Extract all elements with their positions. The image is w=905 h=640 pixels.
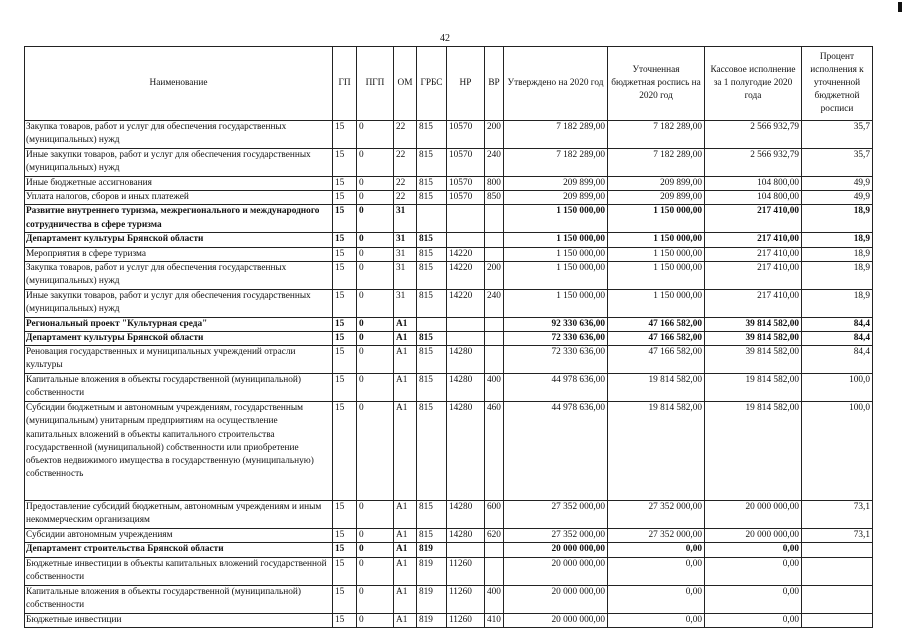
cell-pgp: 0 [357,317,394,331]
cell-np: 14220 [447,261,485,289]
cell-cash: 217 410,00 [705,261,802,289]
cell-cash: 19 814 582,00 [705,374,802,402]
cell-vr: 200 [485,121,504,149]
cell-pgp: 0 [357,205,394,233]
cell-pgp: 0 [357,529,394,543]
cell-refined: 27 352 000,00 [608,529,705,543]
cell-gp: 15 [333,374,357,402]
cell-grbs: 815 [417,332,447,346]
cell-vr: 240 [485,149,504,177]
cell-om: A1 [394,543,417,557]
cell-refined: 47 166 582,00 [608,346,705,374]
cell-cash: 104 800,00 [705,177,802,191]
cell-percent: 84,4 [802,332,873,346]
cell-percent [802,543,873,557]
cell-approved: 20 000 000,00 [504,543,608,557]
cell-pgp: 0 [357,149,394,177]
cell-np: 14280 [447,402,485,501]
cell-pgp: 0 [357,543,394,557]
cell-cash: 2 566 932,79 [705,121,802,149]
cell-approved: 20 000 000,00 [504,585,608,613]
cell-name: Департамент культуры Брянской области [25,233,333,247]
cell-percent: 18,9 [802,247,873,261]
cell-grbs: 815 [417,233,447,247]
cell-approved: 209 899,00 [504,191,608,205]
cell-vr [485,317,504,331]
cell-om: 31 [394,205,417,233]
cell-np: 10570 [447,149,485,177]
cell-refined: 1 150 000,00 [608,289,705,317]
cell-np [447,332,485,346]
cell-np: 14280 [447,374,485,402]
cell-percent: 84,4 [802,317,873,331]
cell-cash: 19 814 582,00 [705,402,802,501]
cell-cash: 39 814 582,00 [705,332,802,346]
cell-om: A1 [394,332,417,346]
table-row [25,585,873,613]
cell-gp: 15 [333,205,357,233]
cell-om: 22 [394,149,417,177]
cell-percent: 35,7 [802,149,873,177]
cell-pgp: 0 [357,247,394,261]
cell-name: Реновация государственных и муниципальных учреждений отрасли культуры [25,346,333,374]
cell-grbs: 815 [417,177,447,191]
cell-pgp: 0 [357,346,394,374]
header-gp: ГП [333,47,357,121]
table-row [25,149,873,177]
cell-gp: 15 [333,121,357,149]
cell-gp: 15 [333,585,357,613]
cell-om: A1 [394,613,417,627]
cell-gp: 15 [333,191,357,205]
header-grbs: ГРБС [417,47,447,121]
cell-np: 11260 [447,613,485,627]
cell-om: 31 [394,289,417,317]
table-row [25,557,873,585]
table-row [25,261,873,289]
cell-name: Бюджетные инвестиции в объекты капитальных вложений государственной собственности [25,557,333,585]
table-row [25,289,873,317]
table-row [25,332,873,346]
cell-vr [485,233,504,247]
cell-om: 22 [394,177,417,191]
cell-grbs [417,205,447,233]
cell-approved: 44 978 636,00 [504,374,608,402]
cell-om: A1 [394,585,417,613]
cell-om: A1 [394,501,417,529]
cell-refined: 7 182 289,00 [608,121,705,149]
header-percent: Процент исполнения к уточненной бюджетной росписи [802,47,873,121]
cell-percent: 73,1 [802,501,873,529]
cell-vr: 240 [485,289,504,317]
cell-gp: 15 [333,557,357,585]
header-approved: Утверждено на 2020 год [504,47,608,121]
cell-name: Предоставление субсидий бюджетным, автономным учреждениям и иным некоммерческим организациям [25,501,333,529]
header-np: НР [447,47,485,121]
cell-om: 31 [394,261,417,289]
cell-np: 10570 [447,177,485,191]
cell-pgp: 0 [357,121,394,149]
header-om: ОМ [394,47,417,121]
cell-name: Иные бюджетные ассигнования [25,177,333,191]
cell-om: 31 [394,247,417,261]
cell-percent: 49,9 [802,191,873,205]
cell-pgp: 0 [357,233,394,247]
cell-approved: 1 150 000,00 [504,261,608,289]
cell-cash: 20 000 000,00 [705,529,802,543]
cell-percent: 18,9 [802,289,873,317]
cell-cash: 0,00 [705,543,802,557]
cell-gp: 15 [333,233,357,247]
cell-refined: 7 182 289,00 [608,149,705,177]
cell-percent: 100,0 [802,374,873,402]
scan-edge-mark [898,2,902,12]
cell-om: 22 [394,121,417,149]
cell-pgp: 0 [357,501,394,529]
cell-percent: 18,9 [802,233,873,247]
cell-name: Иные закупки товаров, работ и услуг для обеспечения государственных (муниципальных) нужд [25,289,333,317]
cell-grbs: 815 [417,261,447,289]
cell-cash: 0,00 [705,585,802,613]
cell-approved: 20 000 000,00 [504,613,608,627]
cell-om: A1 [394,346,417,374]
cell-pgp: 0 [357,289,394,317]
cell-grbs: 819 [417,543,447,557]
cell-refined: 47 166 582,00 [608,317,705,331]
cell-approved: 92 330 636,00 [504,317,608,331]
cell-pgp: 0 [357,332,394,346]
cell-om: A1 [394,317,417,331]
cell-np: 10570 [447,191,485,205]
cell-grbs: 815 [417,346,447,374]
table-header-row [25,47,873,121]
cell-pgp: 0 [357,191,394,205]
cell-gp: 15 [333,177,357,191]
cell-approved: 1 150 000,00 [504,247,608,261]
cell-name: Капитальные вложения в объекты государственной (муниципальной) собственности [25,374,333,402]
cell-grbs: 815 [417,191,447,205]
cell-om: 31 [394,233,417,247]
cell-name: Иные закупки товаров, работ и услуг для обеспечения государственных (муниципальных) нужд [25,149,333,177]
cell-name: Закупка товаров, работ и услуг для обеспечения государственных (муниципальных) нужд [25,261,333,289]
cell-name: Департамент строительства Брянской области [25,543,333,557]
cell-name: Бюджетные инвестиции [25,613,333,627]
cell-name: Субсидии автономным учреждениям [25,529,333,543]
cell-name: Развитие внутреннего туризма, межрегионального и международного сотрудничества в сфере туризма [25,205,333,233]
cell-grbs: 815 [417,149,447,177]
table-row [25,543,873,557]
table-row [25,501,873,529]
cell-approved: 20 000 000,00 [504,557,608,585]
cell-np [447,233,485,247]
cell-gp: 15 [333,247,357,261]
header-refined: Уточненная бюджетная роспись на 2020 год [608,47,705,121]
table-row [25,374,873,402]
cell-om: A1 [394,529,417,543]
cell-grbs: 815 [417,374,447,402]
cell-gp: 15 [333,543,357,557]
cell-gp: 15 [333,317,357,331]
cell-gp: 15 [333,289,357,317]
cell-approved: 1 150 000,00 [504,289,608,317]
cell-pgp: 0 [357,177,394,191]
cell-grbs: 815 [417,402,447,501]
cell-cash: 2 566 932,79 [705,149,802,177]
cell-refined: 19 814 582,00 [608,402,705,501]
cell-percent: 73,1 [802,529,873,543]
cell-percent [802,613,873,627]
cell-gp: 15 [333,332,357,346]
cell-grbs: 819 [417,585,447,613]
cell-grbs [417,317,447,331]
cell-np: 14280 [447,346,485,374]
cell-cash: 217 410,00 [705,205,802,233]
cell-approved: 209 899,00 [504,177,608,191]
cell-approved: 7 182 289,00 [504,149,608,177]
cell-vr: 400 [485,374,504,402]
header-pgp: ПГП [357,47,394,121]
cell-vr [485,346,504,374]
cell-approved: 72 330 636,00 [504,346,608,374]
table-row [25,247,873,261]
table-row [25,205,873,233]
cell-np: 14220 [447,289,485,317]
cell-vr [485,205,504,233]
page-number: 42 [440,33,450,44]
cell-approved: 1 150 000,00 [504,233,608,247]
cell-pgp: 0 [357,402,394,501]
cell-np: 14280 [447,529,485,543]
cell-cash: 217 410,00 [705,247,802,261]
cell-gp: 15 [333,529,357,543]
header-name: Наименование [25,47,333,121]
cell-grbs: 815 [417,289,447,317]
cell-cash: 20 000 000,00 [705,501,802,529]
header-cash: Кассовое исполнение за 1 полугодие 2020 года [705,47,802,121]
cell-gp: 15 [333,501,357,529]
cell-gp: 15 [333,149,357,177]
cell-vr: 400 [485,585,504,613]
cell-refined: 209 899,00 [608,191,705,205]
cell-pgp: 0 [357,613,394,627]
cell-grbs: 815 [417,247,447,261]
cell-vr [485,247,504,261]
cell-pgp: 0 [357,557,394,585]
cell-pgp: 0 [357,585,394,613]
cell-name: Закупка товаров, работ и услуг для обеспечения государственных (муниципальных) нужд [25,121,333,149]
cell-vr: 200 [485,261,504,289]
cell-name: Субсидии бюджетным и автономным учреждениям, государственным (муниципальным) унитарным предприятиям на осуществление капитальных вложений в объекты капитального строительства государственной (муниципальной) собственности или приобретение объектов недвижимого имущества в государственную (муниципальную) собственность [25,402,333,501]
table-row [25,177,873,191]
cell-refined: 0,00 [608,585,705,613]
cell-np: 11260 [447,557,485,585]
cell-gp: 15 [333,346,357,374]
cell-om: A1 [394,557,417,585]
cell-grbs: 815 [417,121,447,149]
cell-refined: 27 352 000,00 [608,501,705,529]
cell-name: Уплата налогов, сборов и иных платежей [25,191,333,205]
cell-vr: 620 [485,529,504,543]
cell-vr [485,543,504,557]
cell-om: A1 [394,402,417,501]
cell-approved: 72 330 636,00 [504,332,608,346]
cell-gp: 15 [333,402,357,501]
cell-percent: 100,0 [802,402,873,501]
cell-refined: 1 150 000,00 [608,233,705,247]
table-row [25,402,873,501]
cell-approved: 44 978 636,00 [504,402,608,501]
cell-percent [802,585,873,613]
cell-percent: 18,9 [802,261,873,289]
cell-cash: 39 814 582,00 [705,346,802,374]
cell-np [447,543,485,557]
cell-np: 14220 [447,247,485,261]
table-row [25,613,873,627]
cell-cash: 39 814 582,00 [705,317,802,331]
cell-vr: 850 [485,191,504,205]
cell-np: 14280 [447,501,485,529]
cell-cash: 104 800,00 [705,191,802,205]
cell-pgp: 0 [357,261,394,289]
cell-approved: 1 150 000,00 [504,205,608,233]
cell-percent: 18,9 [802,205,873,233]
cell-grbs: 819 [417,557,447,585]
table-row [25,121,873,149]
cell-refined: 1 150 000,00 [608,205,705,233]
table-row [25,191,873,205]
table-row [25,529,873,543]
cell-refined: 0,00 [608,557,705,585]
cell-cash: 0,00 [705,557,802,585]
cell-vr [485,332,504,346]
cell-percent: 49,9 [802,177,873,191]
cell-np: 11260 [447,585,485,613]
table-row [25,233,873,247]
cell-vr: 410 [485,613,504,627]
cell-vr: 600 [485,501,504,529]
cell-percent: 84,4 [802,346,873,374]
cell-gp: 15 [333,613,357,627]
cell-name: Мероприятия в сфере туризма [25,247,333,261]
cell-cash: 0,00 [705,613,802,627]
cell-om: A1 [394,374,417,402]
cell-refined: 19 814 582,00 [608,374,705,402]
cell-gp: 15 [333,261,357,289]
cell-refined: 1 150 000,00 [608,247,705,261]
cell-np [447,205,485,233]
cell-pgp: 0 [357,374,394,402]
cell-vr: 460 [485,402,504,501]
cell-grbs: 815 [417,501,447,529]
cell-percent: 35,7 [802,121,873,149]
budget-execution-table [24,46,873,628]
cell-cash: 217 410,00 [705,233,802,247]
cell-refined: 1 150 000,00 [608,261,705,289]
cell-name: Капитальные вложения в объекты государственной (муниципальной) собственности [25,585,333,613]
cell-refined: 0,00 [608,613,705,627]
cell-grbs: 815 [417,529,447,543]
cell-percent [802,557,873,585]
cell-refined: 0,00 [608,543,705,557]
cell-om: 22 [394,191,417,205]
cell-np [447,317,485,331]
cell-name: Департамент культуры Брянской области [25,332,333,346]
table-row [25,346,873,374]
header-vr: ВР [485,47,504,121]
cell-np: 10570 [447,121,485,149]
cell-vr: 800 [485,177,504,191]
cell-cash: 217 410,00 [705,289,802,317]
cell-approved: 7 182 289,00 [504,121,608,149]
cell-vr [485,557,504,585]
cell-grbs: 819 [417,613,447,627]
cell-refined: 47 166 582,00 [608,332,705,346]
cell-approved: 27 352 000,00 [504,501,608,529]
table-row [25,317,873,331]
cell-name: Региональный проект "Культурная среда" [25,317,333,331]
cell-refined: 209 899,00 [608,177,705,191]
cell-approved: 27 352 000,00 [504,529,608,543]
